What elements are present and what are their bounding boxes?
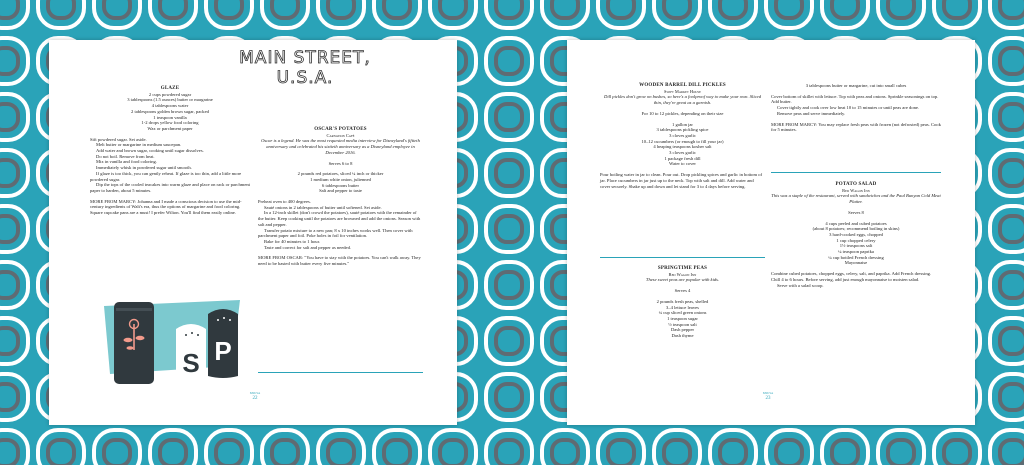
pattern-ring bbox=[990, 0, 1024, 28]
recipe-ingredient: Dash pepper bbox=[670, 327, 695, 333]
pattern-inner-ring bbox=[888, 0, 914, 18]
pattern-inner-ring bbox=[160, 440, 186, 465]
pattern-inner-ring bbox=[160, 0, 186, 18]
glaze-ingredient: 2 cups powdered sugar bbox=[148, 91, 192, 97]
pattern-inner-ring bbox=[216, 440, 242, 465]
pattern-ring bbox=[822, 430, 868, 465]
page-number: 23 bbox=[765, 396, 771, 401]
pattern-inner-ring bbox=[440, 0, 466, 18]
pattern-ring bbox=[430, 430, 476, 465]
pattern-ring bbox=[486, 0, 532, 28]
pattern-inner-ring bbox=[1000, 160, 1024, 186]
pattern-ring bbox=[38, 430, 84, 465]
pattern-inner-ring bbox=[1000, 0, 1024, 18]
peas-continued bbox=[771, 83, 941, 133]
pattern-ring bbox=[990, 430, 1024, 465]
pattern-inner-ring bbox=[0, 216, 18, 242]
recipe-source: Red Wagon Inn bbox=[668, 271, 697, 277]
pattern-inner-ring bbox=[384, 0, 410, 18]
pattern-inner-ring bbox=[272, 0, 298, 18]
dill-pickles-recipe bbox=[600, 83, 765, 189]
recipe-ingredient: 3–4 lettuce leaves bbox=[666, 304, 699, 310]
pattern-ring bbox=[0, 374, 28, 420]
springtime-peas-recipe bbox=[600, 266, 765, 339]
pattern-ring bbox=[318, 430, 364, 465]
pattern-inner-ring bbox=[944, 0, 970, 18]
pattern-ring bbox=[0, 38, 28, 84]
salt-pepper-shakers-illustration bbox=[90, 294, 240, 389]
recipe-step: Cover tightly and cook over low heat 10 to 15 minutes or until peas are done. bbox=[777, 105, 920, 111]
recipe-ingredient: 3 cloves garlic bbox=[669, 150, 696, 156]
pattern-inner-ring bbox=[496, 160, 522, 186]
recipe-source: Swift Market House bbox=[664, 88, 701, 94]
recipe-step: Preheat oven to 400 degrees. bbox=[258, 199, 311, 205]
recipe-step: Taste and correct for salt and pepper as needed. bbox=[264, 244, 352, 250]
recipe-ingredient: 3 hard-cooked eggs, chopped bbox=[829, 231, 883, 237]
pattern-inner-ring bbox=[104, 0, 130, 18]
pattern-inner-ring bbox=[496, 0, 522, 18]
recipe-note: MORE FROM MARCY: You may replace fresh peas with frozen (not defrosted) peas. Cook for 5 minutes. bbox=[771, 121, 941, 133]
pattern-inner-ring bbox=[664, 0, 690, 18]
recipe-ingredient: (about 8 potatoes; recommend boiling in skins) bbox=[812, 226, 900, 232]
pattern-ring bbox=[934, 430, 980, 465]
pattern-ring bbox=[94, 0, 140, 28]
pattern-inner-ring bbox=[552, 0, 578, 18]
recipe-ingredient: Dash thyme bbox=[671, 333, 694, 339]
pattern-ring bbox=[150, 430, 196, 465]
pattern-ring bbox=[710, 430, 756, 465]
pattern-inner-ring bbox=[0, 328, 18, 354]
recipe-ingredient: ¼ teaspoon paprika bbox=[838, 249, 874, 255]
pattern-inner-ring bbox=[48, 0, 74, 18]
pattern-inner-ring bbox=[272, 440, 298, 465]
recipe-title: WOODEN BARREL DILL PICKLES bbox=[639, 83, 726, 88]
oscars-potatoes-recipe bbox=[258, 127, 423, 267]
recipe-source: Carnation Café bbox=[326, 132, 355, 138]
recipe-yield: For 10 to 12 pickles, depending on their size bbox=[641, 110, 724, 116]
pattern-ring bbox=[486, 262, 532, 308]
pattern-inner-ring bbox=[1000, 328, 1024, 354]
pattern-ring bbox=[0, 206, 28, 252]
pattern-inner-ring bbox=[664, 440, 690, 465]
glaze-ingredient: 4 tablespoons water bbox=[151, 103, 189, 109]
salt-letter: S bbox=[182, 348, 200, 378]
pattern-inner-ring bbox=[328, 0, 354, 18]
glaze-step: Dip the tops of the cooled teacakes into warm glaze and place on rack or parchment paper to harden, about 5 minutes. bbox=[90, 182, 250, 193]
pattern-inner-ring bbox=[944, 440, 970, 465]
running-section-label: MSUSA bbox=[249, 391, 261, 395]
glaze-step: If glaze is too thick, you can gently reheat. If glaze is too thin, add a little more powdered sugar. bbox=[90, 170, 242, 182]
pattern-ring bbox=[598, 430, 644, 465]
recipe-step: Sauté onions in 2 tablespoons of butter until softened. Set aside. bbox=[264, 204, 382, 210]
pattern-inner-ring bbox=[1000, 104, 1024, 130]
pattern-ring bbox=[0, 262, 28, 308]
pattern-ring bbox=[990, 374, 1024, 420]
glaze-step: Mix in vanilla and food coloring. bbox=[96, 159, 157, 165]
recipe-intro: Oscar is a legend. He was the most requested media interview for Disneyland's fiftieth anniversary and celebrated his sixtieth anniversary as a Disneyland employee in December 2016. bbox=[261, 138, 420, 155]
pattern-ring bbox=[990, 94, 1024, 140]
pattern-inner-ring bbox=[496, 48, 522, 74]
pattern-ring bbox=[710, 0, 756, 28]
glaze-note: MORE FROM MARCY: Johanna and I made a conscious decision to use the mid-century ingredients of Walt's era, thus the options of margarine and food coloring. Square cupcake pans are a must! I prefer Wilton. You'll find them easily online. bbox=[90, 198, 242, 216]
canister bbox=[114, 302, 154, 384]
pepper-shaker bbox=[208, 309, 238, 378]
pattern-inner-ring bbox=[496, 216, 522, 242]
pattern-ring bbox=[542, 0, 588, 28]
glaze-ingredient: 1-2 drops yellow food coloring bbox=[141, 120, 199, 126]
pattern-inner-ring bbox=[496, 328, 522, 354]
recipe-step: Transfer potato mixture to a new pan; 8 x 10 inches works well. Then cover with parchment paper and foil. Poke holes in foil for ventilation. bbox=[258, 227, 413, 239]
recipe-step: Combine cubed potatoes, chopped eggs, celery, salt, and paprika. Add French dressing. Chill 4 to 6 hours. Before serving, add just enough mayonnaise to moisten salad. bbox=[771, 271, 932, 282]
pattern-ring bbox=[766, 0, 812, 28]
recipe-ingredient: 1 teaspoon sugar bbox=[667, 315, 698, 321]
recipe-intro: These sweet peas are popular with kids. bbox=[645, 277, 720, 283]
recipe-ingredient: 3 cloves garlic bbox=[669, 132, 696, 138]
pattern-inner-ring bbox=[608, 440, 634, 465]
pattern-inner-ring bbox=[496, 104, 522, 130]
pattern-ring bbox=[486, 38, 532, 84]
recipe-title: OSCAR'S POTATOES bbox=[314, 127, 367, 132]
recipe-ingredient: Water to cover bbox=[669, 161, 696, 167]
glaze-step: Immediately whisk in powdered sugar until smooth. bbox=[96, 165, 192, 171]
pattern-ring bbox=[486, 374, 532, 420]
pattern-inner-ring bbox=[720, 440, 746, 465]
recipe-serves: Serves 4 bbox=[674, 288, 691, 294]
recipe-step: Remove peas and serve immediately. bbox=[777, 110, 846, 116]
page-number-left bbox=[245, 390, 265, 402]
pattern-inner-ring bbox=[104, 440, 130, 465]
pattern-ring bbox=[878, 430, 924, 465]
pattern-inner-ring bbox=[0, 48, 18, 74]
recipe-serves: Serves 6 to 8 bbox=[328, 160, 353, 166]
pattern-inner-ring bbox=[776, 440, 802, 465]
section-divider bbox=[771, 172, 941, 173]
pattern-inner-ring bbox=[608, 0, 634, 18]
recipe-ingredient: 3 tablespoons pickling spice bbox=[656, 127, 709, 133]
page-number: 22 bbox=[252, 396, 258, 401]
pepper-letter: P bbox=[214, 336, 232, 366]
recipe-ingredient: 1 gallon jar bbox=[672, 121, 693, 127]
page-number-right bbox=[758, 390, 778, 402]
pattern-ring bbox=[598, 0, 644, 28]
glaze-step: Add water and brown sugar, cooking until sugar dissolves. bbox=[96, 148, 204, 154]
recipe-ingredient: 1½ teaspoons salt bbox=[839, 243, 873, 249]
recipe-intro: This was a staple of the restaurant, served with sandwiches and the Paul Bunyan Cold Meat Platter. bbox=[771, 193, 941, 205]
pattern-inner-ring bbox=[384, 440, 410, 465]
recipe-note: MORE FROM OSCAR: "You have to stay with the potatoes. You can't walk away. They need to be basted with butter every five minutes." bbox=[258, 255, 421, 267]
glaze-title: GLAZE bbox=[160, 86, 180, 91]
recipe-ingredient: 1 cup chopped celery bbox=[836, 237, 876, 243]
recipe-title: SPRINGTIME PEAS bbox=[657, 266, 708, 271]
pattern-inner-ring bbox=[1000, 440, 1024, 465]
pattern-ring bbox=[0, 430, 28, 465]
recipe-ingredient: ½ teaspoon salt bbox=[668, 321, 697, 327]
pattern-ring bbox=[0, 318, 28, 364]
section-divider bbox=[600, 257, 765, 258]
pattern-ring bbox=[430, 0, 476, 28]
pattern-inner-ring bbox=[0, 160, 18, 186]
recipe-ingredient: Salt and pepper to taste bbox=[319, 188, 362, 194]
pattern-inner-ring bbox=[440, 440, 466, 465]
recipe-step: Cover bottom of skillet with lettuce. Top with peas and onions. Sprinkle seasonings on top. Add butter. bbox=[771, 93, 939, 105]
recipe-serves: Serves 8 bbox=[848, 209, 864, 215]
recipe-step: In a 12-inch skillet (don't crowd the potatoes), sauté potatoes with the remainder of the butter. Keep cooking until the potatoes are browned and add the onions. Season with salt and pepper. bbox=[258, 210, 421, 227]
recipe-ingredient: ¼ cup bottled French dressing bbox=[828, 254, 884, 260]
pattern-ring bbox=[150, 0, 196, 28]
pattern-ring bbox=[990, 262, 1024, 308]
recipe-ingredient: 2 pounds fresh peas, shelled bbox=[656, 298, 709, 304]
pattern-ring bbox=[934, 0, 980, 28]
pattern-inner-ring bbox=[48, 440, 74, 465]
recipe-ingredient: 1 medium white onion, julienned bbox=[310, 176, 371, 182]
pattern-ring bbox=[38, 0, 84, 28]
potato-salad-recipe bbox=[771, 182, 941, 288]
recipe-ingredient: ¼ cup sliced green onions bbox=[658, 310, 707, 316]
pattern-ring bbox=[654, 0, 700, 28]
pattern-ring bbox=[374, 430, 420, 465]
recipe-title: POTATO SALAD bbox=[835, 182, 877, 187]
pattern-ring bbox=[990, 38, 1024, 84]
recipe-ingredient: 3 tablespoons butter or margarine, cut into small cubes bbox=[805, 83, 907, 88]
recipe-steps: Pour boiling water in jar to clean. Pour out. Drop pickling spices and garlic in bottom of jar. Place cucumbers in jar just up to the neck. Top with salt and dill. Add water and cover securely. Shake up and down and let stand for 3 to 4 days before serving. bbox=[600, 172, 763, 189]
pattern-ring bbox=[486, 430, 532, 465]
pattern-ring bbox=[318, 0, 364, 28]
pattern-inner-ring bbox=[720, 0, 746, 18]
recipe-ingredient: 4 heaping teaspoons kosher salt bbox=[653, 144, 712, 150]
pattern-ring bbox=[94, 430, 140, 465]
recipe-step: Serve with a salad scoop. bbox=[777, 282, 824, 288]
pattern-inner-ring bbox=[0, 272, 18, 298]
pattern-inner-ring bbox=[552, 440, 578, 465]
recipe-step: Bake for 40 minutes to 1 hour. bbox=[264, 238, 321, 244]
pattern-inner-ring bbox=[0, 384, 18, 410]
pattern-inner-ring bbox=[1000, 216, 1024, 242]
pattern-ring bbox=[486, 94, 532, 140]
pattern-ring bbox=[878, 0, 924, 28]
pattern-inner-ring bbox=[0, 104, 18, 130]
recipe-ingredient: 10–12 cucumbers (or enough to fill your jar) bbox=[641, 138, 724, 144]
recipe-source: Red Wagon Inn bbox=[842, 187, 870, 193]
pattern-inner-ring bbox=[496, 440, 522, 465]
glaze-recipe bbox=[90, 86, 250, 216]
glaze-step: Do not boil. Remove from heat. bbox=[96, 153, 155, 159]
pattern-ring bbox=[262, 430, 308, 465]
pattern-ring bbox=[990, 318, 1024, 364]
pattern-ring bbox=[654, 430, 700, 465]
pattern-ring bbox=[206, 0, 252, 28]
pattern-inner-ring bbox=[496, 384, 522, 410]
recipe-ingredient: 6 tablespoons butter bbox=[322, 182, 359, 188]
pattern-inner-ring bbox=[328, 440, 354, 465]
glaze-step: Melt butter or margarine in medium saucepan. bbox=[96, 142, 182, 148]
recipe-ingredient: Mayonnaise bbox=[844, 260, 868, 266]
pattern-ring bbox=[486, 150, 532, 196]
pattern-ring bbox=[990, 150, 1024, 196]
recipe-ingredient: 1 package fresh dill bbox=[664, 155, 701, 161]
pattern-ring bbox=[0, 94, 28, 140]
glaze-ingredient: 3 tablespoons (1.5 ounces) butter or margarine bbox=[127, 97, 213, 103]
pattern-inner-ring bbox=[776, 0, 802, 18]
pattern-inner-ring bbox=[1000, 384, 1024, 410]
pattern-ring bbox=[374, 0, 420, 28]
pattern-ring bbox=[262, 0, 308, 28]
pattern-inner-ring bbox=[0, 0, 18, 18]
pattern-inner-ring bbox=[1000, 272, 1024, 298]
recipe-ingredient: 2 pounds red potatoes, sliced ¼ inch or thicker bbox=[297, 171, 384, 177]
pattern-ring bbox=[486, 318, 532, 364]
pattern-inner-ring bbox=[832, 440, 858, 465]
section-divider bbox=[258, 372, 423, 373]
glaze-ingredient: 2 tablespoons golden brown sugar, packed bbox=[131, 108, 209, 114]
pattern-inner-ring bbox=[1000, 48, 1024, 74]
recipe-intro: Dill pickles don't grow on bushes, so here's a foolproof way to make your own. Sliced thin, they're great as a garnish. bbox=[604, 94, 761, 106]
glaze-step: Sift powdered sugar. Set aside. bbox=[90, 136, 147, 142]
pattern-ring bbox=[206, 430, 252, 465]
glaze-ingredient: Wax or parchment paper bbox=[147, 125, 193, 131]
pattern-ring bbox=[0, 150, 28, 196]
salt-shaker bbox=[176, 324, 206, 384]
pattern-ring bbox=[542, 430, 588, 465]
pattern-ring bbox=[822, 0, 868, 28]
pattern-inner-ring bbox=[888, 440, 914, 465]
pattern-inner-ring bbox=[496, 272, 522, 298]
running-section-label: MSUSA bbox=[762, 391, 774, 395]
glaze-ingredient: 1 teaspoon vanilla bbox=[153, 114, 187, 120]
pattern-inner-ring bbox=[0, 440, 18, 465]
section-title: MAIN STREET, U.S.A. bbox=[239, 48, 371, 88]
pattern-inner-ring bbox=[216, 0, 242, 18]
recipe-ingredient: 4 cups peeled and cubed potatoes bbox=[825, 220, 887, 226]
pattern-ring bbox=[486, 206, 532, 252]
pattern-inner-ring bbox=[832, 0, 858, 18]
pattern-ring bbox=[766, 430, 812, 465]
pattern-ring bbox=[990, 206, 1024, 252]
